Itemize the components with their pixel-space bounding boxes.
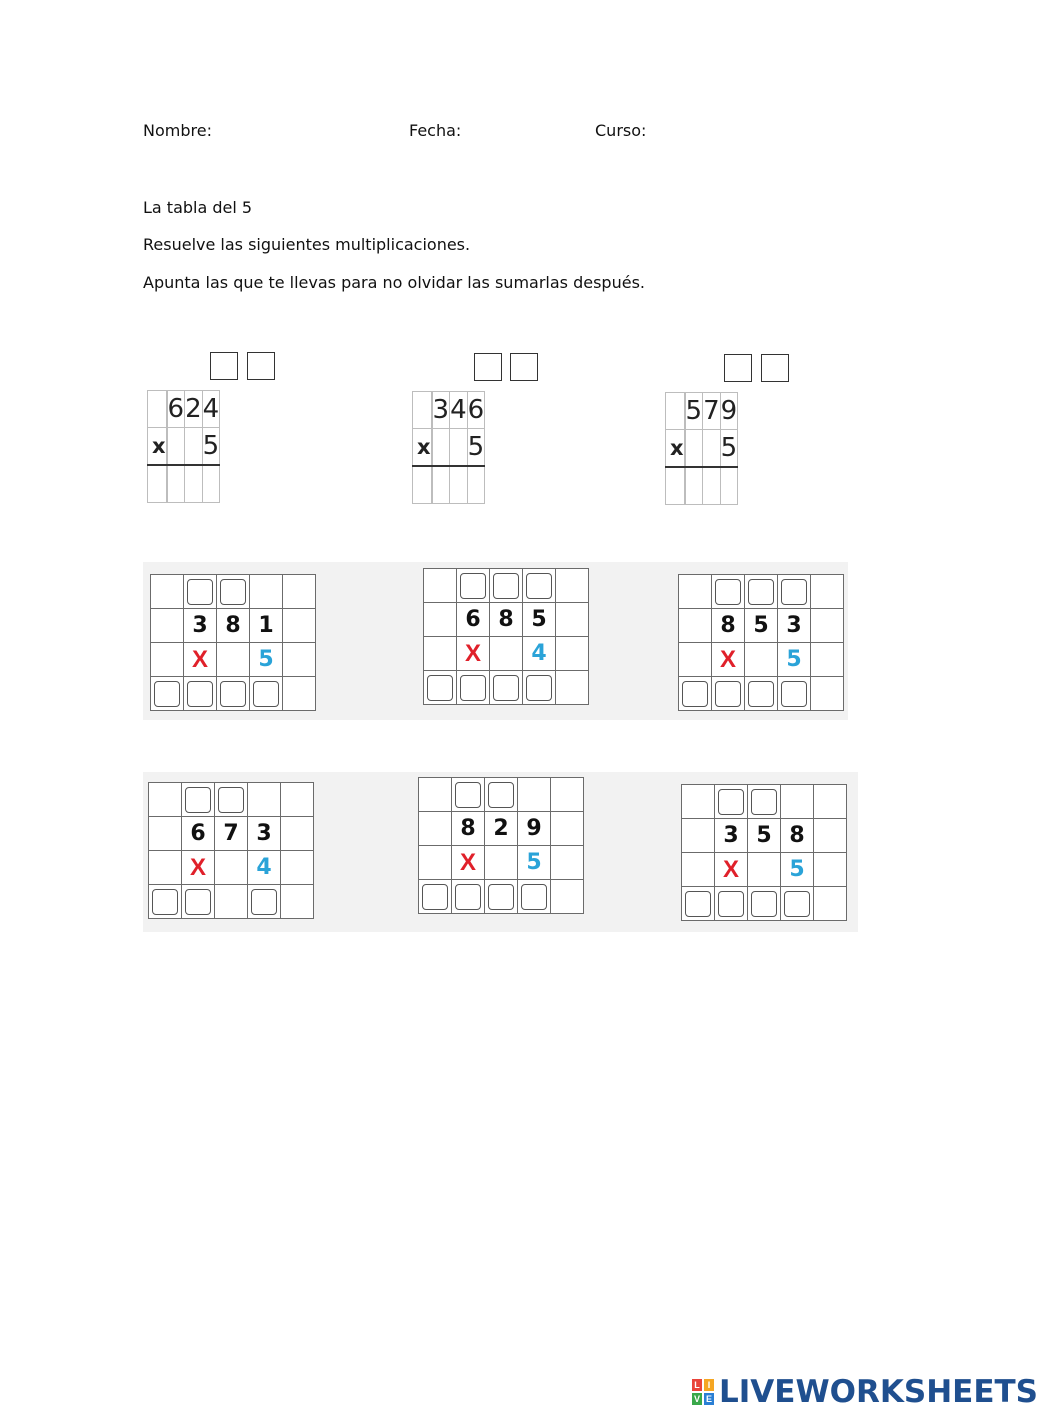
answer-box[interactable]: [682, 681, 708, 707]
cell: [556, 569, 589, 603]
cell: [167, 428, 185, 466]
cell: [283, 575, 316, 609]
cell: [490, 637, 523, 671]
multiplier-cell: 5: [778, 643, 811, 677]
cell: [424, 637, 457, 671]
cell: [151, 575, 184, 609]
digit-cell: 7: [703, 393, 721, 430]
cell: [217, 643, 250, 677]
cell: [283, 609, 316, 643]
digit-cell: 3: [778, 609, 811, 643]
answer-cell[interactable]: [202, 465, 220, 503]
multiplication-grid: [418, 777, 584, 914]
instruction-line-2: Apunta las que te llevas para no olvidar las sumarlas después.: [143, 273, 645, 292]
answer-box[interactable]: [715, 681, 741, 707]
carry-box[interactable]: [748, 579, 774, 605]
carry-box[interactable]: [718, 789, 744, 815]
answer-box[interactable]: [751, 891, 777, 917]
cell: [781, 887, 814, 921]
digit-cell: 4: [202, 391, 220, 428]
digit-cell: 4: [450, 392, 468, 429]
digit-cell: 2: [185, 391, 203, 428]
cell: [457, 671, 490, 705]
digit-cell: 8: [452, 812, 485, 846]
answer-box[interactable]: [185, 889, 211, 915]
times-sign: X: [712, 643, 745, 677]
cell: [556, 671, 589, 705]
cell: [814, 785, 847, 819]
digit-cell: 9: [720, 393, 738, 430]
multiplier-cell: 5: [720, 430, 738, 468]
answer-box[interactable]: [253, 681, 279, 707]
cell: [215, 885, 248, 919]
cell: [778, 677, 811, 711]
cell: [518, 778, 551, 812]
problem-6: [678, 574, 844, 711]
carry-box[interactable]: [751, 789, 777, 815]
carry-box[interactable]: [761, 354, 789, 382]
multiplier-cell: 5: [518, 846, 551, 880]
cell: [185, 428, 203, 466]
answer-box[interactable]: [784, 891, 810, 917]
cell: [814, 853, 847, 887]
cell: [682, 785, 715, 819]
answer-box[interactable]: [460, 675, 486, 701]
cell: [184, 575, 217, 609]
cell: [811, 677, 844, 711]
carry-box[interactable]: [715, 579, 741, 605]
carry-box[interactable]: [724, 354, 752, 382]
digit-cell: 6: [467, 392, 485, 429]
answer-cell[interactable]: [432, 466, 450, 504]
problem-8: [418, 777, 584, 914]
answer-box[interactable]: [493, 675, 519, 701]
carry-box[interactable]: [493, 573, 519, 599]
answer-box[interactable]: [748, 681, 774, 707]
cell: [703, 430, 721, 468]
cell: [715, 887, 748, 921]
multiplication-grid: [678, 574, 844, 711]
digit-cell: 6: [167, 391, 185, 428]
answer-cell[interactable]: [467, 466, 485, 504]
cell: [452, 880, 485, 914]
cell: [781, 785, 814, 819]
times-sign: X: [182, 851, 215, 885]
cell: [666, 393, 685, 430]
cell: [457, 569, 490, 603]
cell: [248, 885, 281, 919]
carry-box[interactable]: [488, 782, 514, 808]
answer-box[interactable]: [685, 891, 711, 917]
times-sign: X: [184, 643, 217, 677]
cell: [450, 429, 468, 467]
digit-cell: 5: [685, 393, 703, 430]
answer-box[interactable]: [251, 889, 277, 915]
cell: [151, 677, 184, 711]
carry-box[interactable]: [210, 352, 238, 380]
multiplication-grid: [412, 391, 485, 504]
digit-cell: 5: [523, 603, 556, 637]
answer-box[interactable]: [455, 884, 481, 910]
logo-text: LIVEWORKSHEETS: [719, 1374, 1038, 1410]
cell: [182, 885, 215, 919]
digit-cell: 6: [457, 603, 490, 637]
answer-cell[interactable]: [685, 467, 703, 505]
digit-cell: 8: [217, 609, 250, 643]
answer-cell[interactable]: [703, 467, 721, 505]
name-label: Nombre:: [143, 121, 212, 140]
answer-box[interactable]: [152, 889, 178, 915]
cell: [149, 817, 182, 851]
cell: [745, 677, 778, 711]
answer-box[interactable]: [154, 681, 180, 707]
cell: [748, 785, 781, 819]
cell: [283, 677, 316, 711]
cell: [452, 778, 485, 812]
digit-cell: 8: [781, 819, 814, 853]
cell: [715, 785, 748, 819]
multiplication-grid: [681, 784, 847, 921]
cell: [556, 637, 589, 671]
cell: [151, 609, 184, 643]
answer-box[interactable]: [488, 884, 514, 910]
cell: [490, 671, 523, 705]
cell: [551, 880, 584, 914]
cell: [149, 885, 182, 919]
answer-box[interactable]: [781, 681, 807, 707]
cell: [424, 569, 457, 603]
multiplier-cell: 5: [202, 428, 220, 466]
date-label: Fecha:: [409, 121, 462, 140]
cell: [518, 880, 551, 914]
digit-cell: 8: [490, 603, 523, 637]
carry-box[interactable]: [460, 573, 486, 599]
cell: [523, 569, 556, 603]
cell: [748, 853, 781, 887]
cell: [424, 671, 457, 705]
cell: [184, 677, 217, 711]
cell: [217, 575, 250, 609]
liveworksheets-logo: [692, 1374, 1038, 1410]
answer-cell[interactable]: [167, 465, 185, 503]
course-label: Curso:: [595, 121, 647, 140]
cell: [283, 643, 316, 677]
answer-cell[interactable]: [720, 467, 738, 505]
multiplication-grid: [423, 568, 589, 705]
cell: [215, 783, 248, 817]
answer-box[interactable]: [220, 681, 246, 707]
cell: [281, 885, 314, 919]
multiplier-cell: 4: [248, 851, 281, 885]
cell: [551, 812, 584, 846]
answer-cell[interactable]: [666, 467, 685, 505]
digit-cell: 8: [712, 609, 745, 643]
cell: [712, 575, 745, 609]
answer-cell[interactable]: [413, 466, 432, 504]
cell: [679, 643, 712, 677]
cell: [748, 887, 781, 921]
times-sign: x: [666, 430, 685, 468]
multiplication-grid: [150, 574, 316, 711]
cell: [217, 677, 250, 711]
digit-cell: 2: [485, 812, 518, 846]
cell: [419, 778, 452, 812]
cell: [151, 643, 184, 677]
cell: [432, 429, 450, 467]
cell: [424, 603, 457, 637]
cell: [814, 887, 847, 921]
carry-box[interactable]: [218, 787, 244, 813]
problem-9: [681, 784, 847, 921]
cell: [682, 887, 715, 921]
cell: [551, 778, 584, 812]
answer-cell[interactable]: [450, 466, 468, 504]
cell: [712, 677, 745, 711]
cell: [556, 603, 589, 637]
digit-cell: 3: [184, 609, 217, 643]
worksheet-title: La tabla del 5: [143, 198, 253, 217]
cell: [682, 819, 715, 853]
carry-box[interactable]: [220, 579, 246, 605]
problem-5: [423, 568, 589, 705]
cell: [215, 851, 248, 885]
digit-cell: 3: [248, 817, 281, 851]
digit-cell: 7: [215, 817, 248, 851]
carry-box[interactable]: [185, 787, 211, 813]
answer-box[interactable]: [526, 675, 552, 701]
cell: [281, 817, 314, 851]
cell: [148, 391, 167, 428]
cell: [413, 392, 432, 429]
answer-cell[interactable]: [148, 465, 167, 503]
cell: [182, 783, 215, 817]
answer-box[interactable]: [427, 675, 453, 701]
carry-box[interactable]: [247, 352, 275, 380]
multiplier-cell: 5: [250, 643, 283, 677]
cell: [523, 671, 556, 705]
multiplier-cell: 5: [467, 429, 485, 467]
carry-box[interactable]: [455, 782, 481, 808]
times-sign: X: [457, 637, 490, 671]
cell: [281, 783, 314, 817]
digit-cell: 3: [432, 392, 450, 429]
carry-box[interactable]: [526, 573, 552, 599]
cell: [419, 846, 452, 880]
cell: [685, 430, 703, 468]
cell: [149, 783, 182, 817]
times-sign: x: [148, 428, 167, 466]
cell: [490, 569, 523, 603]
digit-cell: 9: [518, 812, 551, 846]
answer-box[interactable]: [718, 891, 744, 917]
cell: [679, 677, 712, 711]
cell: [250, 677, 283, 711]
cell: [778, 575, 811, 609]
cell: [149, 851, 182, 885]
cell: [745, 643, 778, 677]
carry-box[interactable]: [781, 579, 807, 605]
digit-cell: 6: [182, 817, 215, 851]
cell: [811, 609, 844, 643]
cell: [419, 880, 452, 914]
answer-box[interactable]: [187, 681, 213, 707]
cell: [485, 846, 518, 880]
multiplier-cell: 4: [523, 637, 556, 671]
carry-box[interactable]: [510, 353, 538, 381]
digit-cell: 1: [250, 609, 283, 643]
cell: [811, 575, 844, 609]
multiplication-grid: [665, 392, 738, 505]
cell: [679, 575, 712, 609]
digit-cell: 5: [745, 609, 778, 643]
cell: [248, 783, 281, 817]
problem-4: [150, 574, 316, 711]
cell: [811, 643, 844, 677]
answer-box[interactable]: [521, 884, 547, 910]
times-sign: x: [413, 429, 432, 467]
instruction-line-1: Resuelve las siguientes multiplicaciones.: [143, 235, 471, 254]
problem-7: [148, 782, 314, 919]
cell: [485, 880, 518, 914]
logo-mark-icon: L I V E: [693, 1380, 712, 1404]
multiplication-grid: [147, 390, 220, 503]
multiplication-grid: [148, 782, 314, 919]
cell: [551, 846, 584, 880]
multiplier-cell: 5: [781, 853, 814, 887]
digit-cell: 5: [748, 819, 781, 853]
cell: [281, 851, 314, 885]
carry-box[interactable]: [187, 579, 213, 605]
times-sign: X: [715, 853, 748, 887]
carry-box[interactable]: [474, 353, 502, 381]
times-sign: X: [452, 846, 485, 880]
cell: [682, 853, 715, 887]
cell: [419, 812, 452, 846]
answer-box[interactable]: [422, 884, 448, 910]
cell: [485, 778, 518, 812]
cell: [814, 819, 847, 853]
cell: [745, 575, 778, 609]
cell: [250, 575, 283, 609]
cell: [679, 609, 712, 643]
answer-cell[interactable]: [185, 465, 203, 503]
digit-cell: 3: [715, 819, 748, 853]
